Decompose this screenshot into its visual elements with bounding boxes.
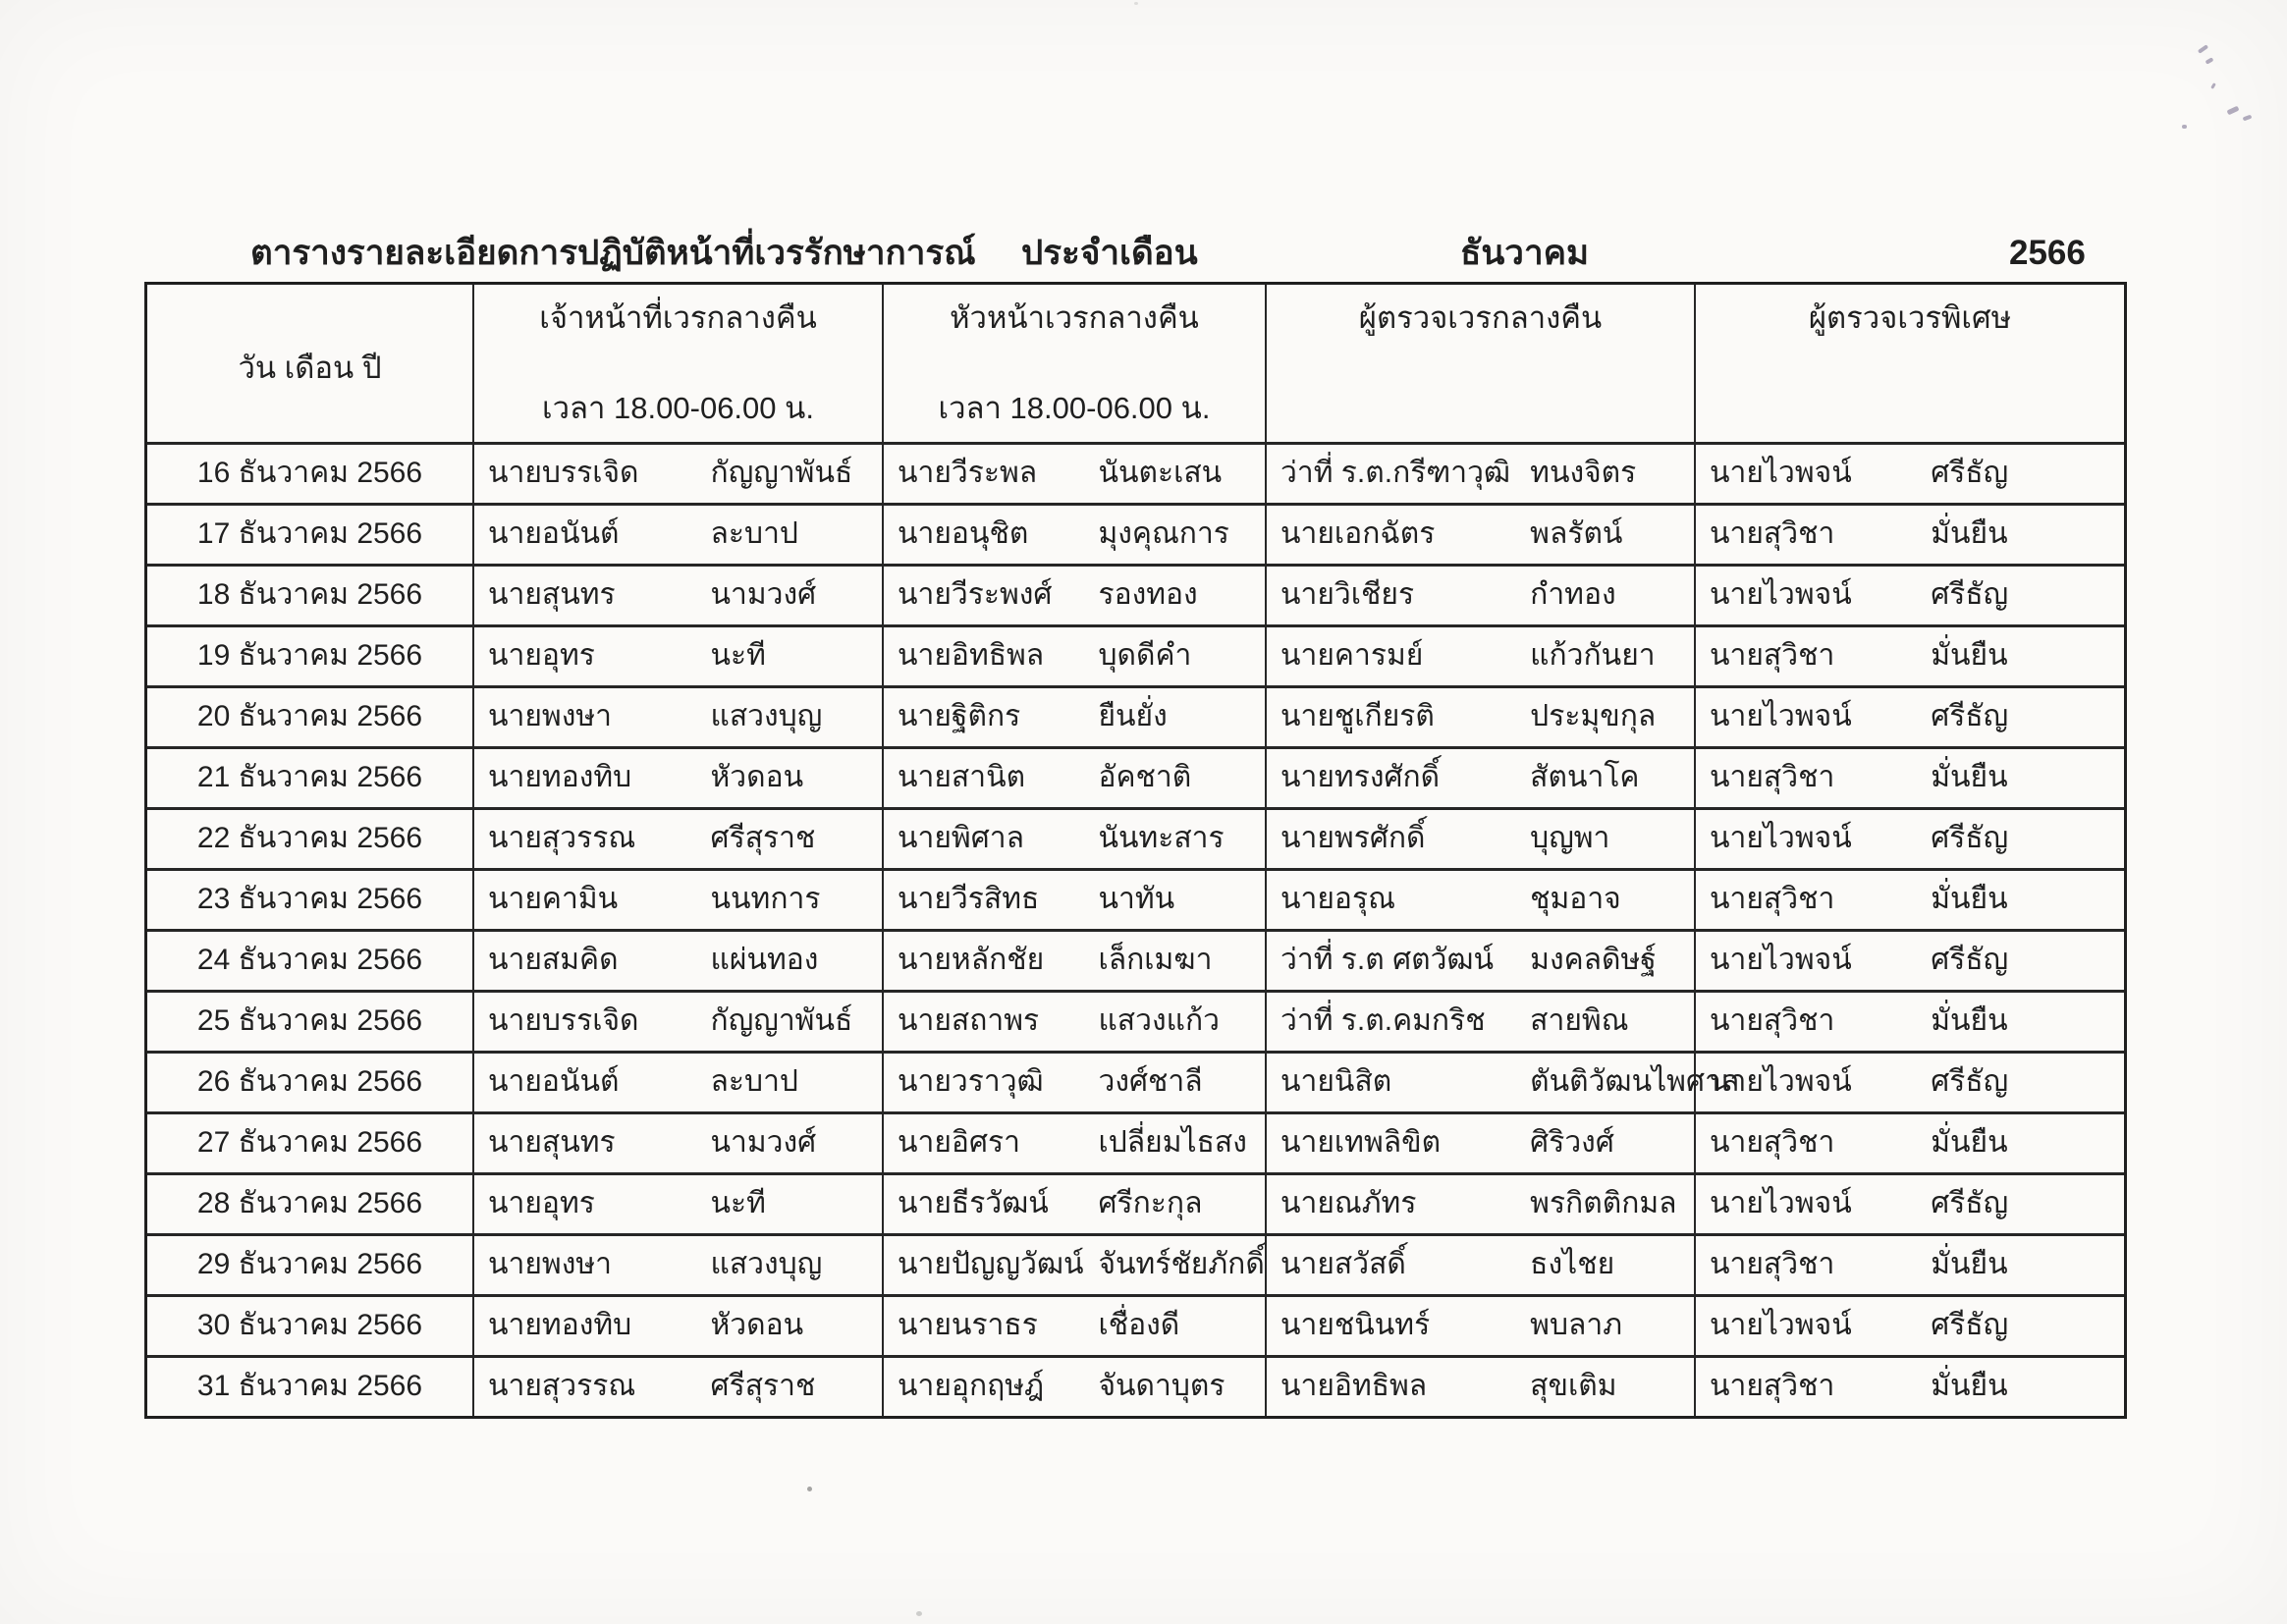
cell-night-officer xyxy=(472,1175,882,1233)
cell-special-inspector xyxy=(1694,810,2124,868)
cell-night-officer xyxy=(472,1297,882,1355)
cell-night-chief xyxy=(882,445,1265,503)
cell-special-inspector xyxy=(1694,567,2124,624)
cell-night-inspector xyxy=(1265,627,1694,685)
pen-mark xyxy=(2227,106,2240,116)
month-value: ธันวาคม xyxy=(1460,234,1590,272)
scan-speck xyxy=(1134,2,1138,5)
night-officer-name: นายอุทร xyxy=(488,639,595,673)
cell-night-chief xyxy=(882,871,1265,929)
special-inspector-surname: มั่นยืน xyxy=(1931,761,2008,794)
cell-night-chief xyxy=(882,627,1265,685)
header-night-inspector-label: ผู้ตรวจเวรกลางคืน xyxy=(1358,300,1603,335)
table-row xyxy=(147,1355,2124,1416)
cell-date xyxy=(147,871,472,929)
special-inspector-name: นายไวพจน์ xyxy=(1710,944,1852,977)
night-officer-surname: ศรีสุราช xyxy=(710,822,816,855)
night-chief-name: นายปัญญวัฒน์ xyxy=(898,1248,1084,1281)
special-inspector-surname: มั่นยืน xyxy=(1931,1126,2008,1160)
night-chief-name: นายพิศาล xyxy=(898,822,1024,855)
cell-night-inspector xyxy=(1265,932,1694,990)
table-row xyxy=(147,746,2124,807)
cell-night-officer xyxy=(472,688,882,746)
night-inspector-surname: ธงไชย xyxy=(1530,1248,1615,1281)
special-inspector-surname: มั่นยืน xyxy=(1931,517,2008,551)
table-row xyxy=(147,1111,2124,1172)
cell-night-officer xyxy=(472,810,882,868)
night-officer-name: นายทองทิบ xyxy=(488,761,632,794)
cell-night-chief xyxy=(882,932,1265,990)
night-inspector-surname: ประมุขกุล xyxy=(1530,700,1657,733)
special-inspector-surname: ศรีธัญ xyxy=(1931,578,2009,612)
night-inspector-surname: บุญพา xyxy=(1530,822,1610,855)
table-row xyxy=(147,990,2124,1051)
night-inspector-surname: สายพิณ xyxy=(1530,1004,1629,1038)
cell-date xyxy=(147,932,472,990)
header-date-label: วัน เดือน ปี xyxy=(238,351,382,385)
night-inspector-name: ว่าที่ ร.ต.กรีฑาวุฒิ xyxy=(1280,457,1511,490)
pen-mark xyxy=(2205,57,2214,64)
cell-night-officer xyxy=(472,1358,882,1416)
header-night-chief-label: หัวหน้าเวรกลางคืน xyxy=(950,300,1199,335)
night-chief-name: นายวีระพล xyxy=(898,457,1038,490)
cell-special-inspector xyxy=(1694,506,2124,564)
special-inspector-surname: ศรีธัญ xyxy=(1931,1187,2009,1220)
title-bar xyxy=(0,226,2287,281)
special-inspector-name: นายไวพจน์ xyxy=(1710,700,1852,733)
special-inspector-surname: ศรีธัญ xyxy=(1931,457,2009,490)
night-officer-surname: ละบาป xyxy=(710,1065,798,1099)
night-chief-surname: นันตะเสน xyxy=(1098,457,1223,490)
special-inspector-name: นายไวพจน์ xyxy=(1710,1065,1852,1099)
month-label: ประจำเดือน xyxy=(1021,234,1198,272)
cell-night-inspector xyxy=(1265,1175,1694,1233)
night-inspector-name: นายชูเกียรติ xyxy=(1280,700,1435,733)
header-night-officer-time: เวลา 18.00-06.00 น. xyxy=(542,391,814,425)
cell-date xyxy=(147,1297,472,1355)
special-inspector-name: นายสุวิชา xyxy=(1710,1248,1835,1281)
cell-night-inspector xyxy=(1265,1358,1694,1416)
night-officer-surname: ศรีสุราช xyxy=(710,1370,816,1403)
header-night-inspector xyxy=(1265,285,1694,442)
special-inspector-name: นายสุวิชา xyxy=(1710,639,1835,673)
special-inspector-surname: มั่นยืน xyxy=(1931,1248,2008,1281)
special-inspector-name: นายไวพจน์ xyxy=(1710,578,1852,612)
night-chief-surname: รองทอง xyxy=(1098,578,1198,612)
night-chief-name: นายอิทธิพล xyxy=(898,639,1045,673)
night-chief-name: นายหลักชัย xyxy=(898,944,1045,977)
night-inspector-name: นายสวัสดิ์ xyxy=(1280,1248,1406,1281)
night-inspector-surname: สุขเติม xyxy=(1530,1370,1617,1403)
night-officer-name: นายสุนทร xyxy=(488,578,616,612)
cell-night-chief xyxy=(882,993,1265,1051)
night-inspector-name: นายอรุณ xyxy=(1280,883,1395,916)
cell-night-chief xyxy=(882,506,1265,564)
table-row xyxy=(147,624,2124,685)
cell-date xyxy=(147,688,472,746)
special-inspector-name: นายไวพจน์ xyxy=(1710,822,1852,855)
night-officer-name: นายอนันต์ xyxy=(488,1065,620,1099)
cell-night-officer xyxy=(472,993,882,1051)
night-officer-name: นายสมคิด xyxy=(488,944,619,977)
year-value: 2566 xyxy=(2009,234,2086,272)
special-inspector-name: นายไวพจน์ xyxy=(1710,1187,1852,1220)
cell-night-officer xyxy=(472,1236,882,1294)
night-officer-surname: นะที xyxy=(710,639,766,673)
night-officer-name: นายบรรเจิด xyxy=(488,1004,639,1038)
cell-date xyxy=(147,627,472,685)
pen-mark xyxy=(2198,44,2208,54)
night-chief-name: นายธีรวัฒน์ xyxy=(898,1187,1049,1220)
cell-night-inspector xyxy=(1265,567,1694,624)
cell-night-inspector xyxy=(1265,749,1694,807)
table-row xyxy=(147,503,2124,564)
cell-special-inspector xyxy=(1694,627,2124,685)
date-text: 25 ธันวาคม 2566 xyxy=(196,1004,423,1038)
night-officer-name: นายทองทิบ xyxy=(488,1309,632,1342)
cell-night-inspector xyxy=(1265,506,1694,564)
night-inspector-name: นายทรงศักดิ์ xyxy=(1280,761,1441,794)
night-officer-surname: นามวงศ์ xyxy=(710,1126,817,1160)
special-inspector-name: นายไวพจน์ xyxy=(1710,457,1852,490)
night-inspector-name: นายวิเชียร xyxy=(1280,578,1415,612)
cell-night-officer xyxy=(472,627,882,685)
page-title: ตารางรายละเอียดการปฏิบัติหน้าที่เวรรักษาการณ์ xyxy=(250,234,976,272)
table-row xyxy=(147,1294,2124,1355)
cell-night-inspector xyxy=(1265,688,1694,746)
cell-special-inspector xyxy=(1694,445,2124,503)
night-officer-name: นายคามิน xyxy=(488,883,619,916)
night-inspector-surname: ตันติวัฒนไพศาล xyxy=(1530,1065,1740,1099)
date-text: 20 ธันวาคม 2566 xyxy=(196,700,423,733)
header-date xyxy=(147,285,472,442)
special-inspector-name: นายสุวิชา xyxy=(1710,517,1835,551)
night-officer-name: นายสุนทร xyxy=(488,1126,616,1160)
night-chief-surname: อัคชาติ xyxy=(1098,761,1192,794)
cell-night-officer xyxy=(472,1054,882,1111)
date-text: 29 ธันวาคม 2566 xyxy=(196,1248,423,1281)
night-officer-name: นายพงษา xyxy=(488,700,612,733)
cell-special-inspector xyxy=(1694,932,2124,990)
night-inspector-name: นายอิทธิพล xyxy=(1280,1370,1428,1403)
night-officer-surname: นนทการ xyxy=(710,883,821,916)
night-chief-surname: เชื่องดี xyxy=(1098,1309,1180,1342)
night-chief-name: นายสานิต xyxy=(898,761,1026,794)
night-inspector-surname: แก้วกันยา xyxy=(1530,639,1656,673)
cell-night-chief xyxy=(882,567,1265,624)
cell-night-inspector xyxy=(1265,1054,1740,1111)
header-night-officer xyxy=(472,285,882,442)
special-inspector-name: นายสุวิชา xyxy=(1710,1126,1835,1160)
cell-special-inspector xyxy=(1694,1114,2124,1172)
cell-date xyxy=(147,1114,472,1172)
cell-night-officer xyxy=(472,567,882,624)
table-header-row xyxy=(147,285,2124,442)
date-text: 23 ธันวาคม 2566 xyxy=(196,883,423,916)
night-inspector-surname: ทนงจิตร xyxy=(1530,457,1637,490)
cell-night-officer xyxy=(472,871,882,929)
cell-night-chief xyxy=(882,1114,1265,1172)
cell-night-inspector xyxy=(1265,993,1694,1051)
night-officer-surname: กัญญาพันธ์ xyxy=(710,1004,853,1038)
table-row xyxy=(147,929,2124,990)
header-special-inspector-label: ผู้ตรวจเวรพิเศษ xyxy=(1808,300,2012,335)
night-chief-name: นายอิศรา xyxy=(898,1126,1020,1160)
special-inspector-surname: มั่นยืน xyxy=(1931,883,2008,916)
table-row xyxy=(147,685,2124,746)
table-row xyxy=(147,564,2124,624)
night-inspector-name: ว่าที่ ร.ต ศตวัฒน์ xyxy=(1280,944,1495,977)
night-chief-surname: เล็กเมฆา xyxy=(1098,944,1213,977)
table-body xyxy=(147,442,2124,1416)
table-row xyxy=(147,442,2124,503)
night-inspector-name: ว่าที่ ร.ต.คมกริช xyxy=(1280,1004,1486,1038)
cell-special-inspector xyxy=(1694,1054,2124,1111)
table-row xyxy=(147,1172,2124,1233)
date-text: 26 ธันวาคม 2566 xyxy=(196,1065,423,1099)
special-inspector-surname: ศรีธัญ xyxy=(1931,1309,2009,1342)
cell-date xyxy=(147,1358,472,1416)
cell-night-chief xyxy=(882,749,1265,807)
date-text: 22 ธันวาคม 2566 xyxy=(196,822,423,855)
night-officer-name: นายพงษา xyxy=(488,1248,612,1281)
scan-speck xyxy=(807,1487,812,1491)
night-inspector-surname: มงคลดิษฐ์ xyxy=(1530,944,1657,977)
table-row xyxy=(147,807,2124,868)
special-inspector-name: นายสุวิชา xyxy=(1710,1370,1835,1403)
scan-speck xyxy=(916,1611,922,1616)
date-text: 31 ธันวาคม 2566 xyxy=(196,1370,423,1403)
night-chief-name: นายสถาพร xyxy=(898,1004,1040,1038)
cell-night-officer xyxy=(472,749,882,807)
night-chief-surname: เปลี่ยมไธสง xyxy=(1098,1126,1247,1160)
special-inspector-surname: มั่นยืน xyxy=(1931,1370,2008,1403)
night-inspector-surname: ชุมอาจ xyxy=(1530,883,1621,916)
special-inspector-surname: มั่นยืน xyxy=(1931,639,2008,673)
cell-night-chief xyxy=(882,1054,1265,1111)
cell-night-inspector xyxy=(1265,1114,1694,1172)
night-officer-surname: แสวงบุญ xyxy=(710,700,823,733)
night-officer-surname: นามวงศ์ xyxy=(710,578,817,612)
cell-special-inspector xyxy=(1694,1236,2124,1294)
night-chief-name: นายนราธร xyxy=(898,1309,1038,1342)
header-night-chief xyxy=(882,285,1265,442)
special-inspector-surname: ศรีธัญ xyxy=(1931,944,2009,977)
night-inspector-surname: พรกิตติกมล xyxy=(1530,1187,1677,1220)
cell-date xyxy=(147,993,472,1051)
night-inspector-name: นายนิสิต xyxy=(1280,1065,1392,1099)
cell-night-inspector xyxy=(1265,445,1694,503)
night-officer-name: นายอนันต์ xyxy=(488,517,620,551)
night-officer-name: นายบรรเจิด xyxy=(488,457,639,490)
night-chief-surname: จันดาบุตร xyxy=(1098,1370,1225,1403)
duty-roster-table xyxy=(144,282,2127,1419)
date-text: 16 ธันวาคม 2566 xyxy=(196,457,423,490)
date-text: 17 ธันวาคม 2566 xyxy=(196,517,423,551)
table-row xyxy=(147,868,2124,929)
night-chief-name: นายวราวุฒิ xyxy=(898,1065,1044,1099)
night-chief-name: นายวีระพงศ์ xyxy=(898,578,1053,612)
special-inspector-name: นายสุวิชา xyxy=(1710,883,1835,916)
cell-date xyxy=(147,1054,472,1111)
cell-date xyxy=(147,749,472,807)
night-inspector-surname: กำทอง xyxy=(1530,578,1616,612)
night-chief-surname: วงศ์ชาลี xyxy=(1098,1065,1203,1099)
date-text: 18 ธันวาคม 2566 xyxy=(196,578,423,612)
cell-date xyxy=(147,1175,472,1233)
night-inspector-name: นายเทพลิขิต xyxy=(1280,1126,1442,1160)
table-row xyxy=(147,1051,2124,1111)
header-special-inspector xyxy=(1694,285,2124,442)
night-officer-surname: นะที xyxy=(710,1187,766,1220)
cell-night-officer xyxy=(472,932,882,990)
night-chief-surname: ศรีกะกุล xyxy=(1098,1187,1203,1220)
night-chief-name: นายวีรสิทธ xyxy=(898,883,1040,916)
pen-mark xyxy=(2182,125,2187,129)
cell-special-inspector xyxy=(1694,1358,2124,1416)
date-text: 28 ธันวาคม 2566 xyxy=(196,1187,423,1220)
table-row xyxy=(147,1233,2124,1294)
night-officer-surname: หัวดอน xyxy=(710,1309,804,1342)
cell-night-inspector xyxy=(1265,1297,1694,1355)
night-inspector-name: นายคารมย์ xyxy=(1280,639,1424,673)
cell-night-chief xyxy=(882,1297,1265,1355)
night-officer-surname: ละบาป xyxy=(710,517,798,551)
cell-night-chief xyxy=(882,1236,1265,1294)
cell-night-chief xyxy=(882,1358,1265,1416)
cell-night-inspector xyxy=(1265,1236,1694,1294)
cell-night-officer xyxy=(472,445,882,503)
night-inspector-surname: ศิริวงศ์ xyxy=(1530,1126,1614,1160)
date-text: 21 ธันวาคม 2566 xyxy=(196,761,423,794)
date-text: 27 ธันวาคม 2566 xyxy=(196,1126,423,1160)
cell-special-inspector xyxy=(1694,1175,2124,1233)
cell-special-inspector xyxy=(1694,688,2124,746)
date-text: 19 ธันวาคม 2566 xyxy=(196,639,423,673)
special-inspector-surname: ศรีธัญ xyxy=(1931,700,2009,733)
cell-date xyxy=(147,445,472,503)
night-chief-surname: แสวงแก้ว xyxy=(1098,1004,1220,1038)
cell-date xyxy=(147,1236,472,1294)
pen-mark xyxy=(2243,115,2253,122)
special-inspector-name: นายไวพจน์ xyxy=(1710,1309,1852,1342)
cell-special-inspector xyxy=(1694,993,2124,1051)
night-chief-surname: นันทะสาร xyxy=(1098,822,1225,855)
night-chief-surname: มุงคุณการ xyxy=(1098,517,1229,551)
night-officer-surname: กัญญาพันธ์ xyxy=(710,457,853,490)
night-chief-name: นายอุกฤษฎ์ xyxy=(898,1370,1045,1403)
night-officer-name: นายสุวรรณ xyxy=(488,1370,636,1403)
night-officer-surname: แผ่นทอง xyxy=(710,944,819,977)
night-officer-surname: หัวดอน xyxy=(710,761,804,794)
night-chief-surname: บุดดีคำ xyxy=(1098,639,1192,673)
header-night-chief-time: เวลา 18.00-06.00 น. xyxy=(938,391,1211,425)
cell-date xyxy=(147,567,472,624)
night-inspector-name: นายณภัทร xyxy=(1280,1187,1417,1220)
night-inspector-surname: พลรัตน์ xyxy=(1530,517,1623,551)
cell-special-inspector xyxy=(1694,749,2124,807)
special-inspector-surname: ศรีธัญ xyxy=(1931,1065,2009,1099)
cell-night-chief xyxy=(882,688,1265,746)
night-officer-surname: แสวงบุญ xyxy=(710,1248,823,1281)
cell-night-officer xyxy=(472,506,882,564)
night-inspector-name: นายเอกฉัตร xyxy=(1280,517,1436,551)
night-chief-surname: ยืนยั่ง xyxy=(1098,700,1168,733)
cell-special-inspector xyxy=(1694,1297,2124,1355)
cell-night-chief xyxy=(882,1175,1265,1233)
night-chief-surname: นาทัน xyxy=(1098,883,1175,916)
special-inspector-surname: ศรีธัญ xyxy=(1931,822,2009,855)
special-inspector-name: นายสุวิชา xyxy=(1710,1004,1835,1038)
night-officer-name: นายสุวรรณ xyxy=(488,822,636,855)
pen-mark xyxy=(2210,82,2216,89)
cell-night-officer xyxy=(472,1114,882,1172)
night-chief-name: นายฐิติกร xyxy=(898,700,1021,733)
cell-special-inspector xyxy=(1694,871,2124,929)
night-officer-name: นายอุทร xyxy=(488,1187,595,1220)
special-inspector-name: นายสุวิชา xyxy=(1710,761,1835,794)
cell-night-inspector xyxy=(1265,810,1694,868)
night-chief-surname: จันทร์ชัยภักดิ์ xyxy=(1098,1248,1265,1281)
night-inspector-name: นายชนินทร์ xyxy=(1280,1309,1431,1342)
date-text: 30 ธันวาคม 2566 xyxy=(196,1309,423,1342)
night-inspector-surname: พบลาภ xyxy=(1530,1309,1622,1342)
cell-date xyxy=(147,506,472,564)
cell-date xyxy=(147,810,472,868)
cell-night-chief xyxy=(882,810,1265,868)
cell-night-inspector xyxy=(1265,871,1694,929)
night-chief-name: นายอนุชิต xyxy=(898,517,1029,551)
special-inspector-surname: มั่นยืน xyxy=(1931,1004,2008,1038)
header-night-officer-label: เจ้าหน้าที่เวรกลางคืน xyxy=(539,300,817,335)
night-inspector-name: นายพรศักดิ์ xyxy=(1280,822,1426,855)
date-text: 24 ธันวาคม 2566 xyxy=(196,944,423,977)
night-inspector-surname: สัตนาโค xyxy=(1530,761,1640,794)
